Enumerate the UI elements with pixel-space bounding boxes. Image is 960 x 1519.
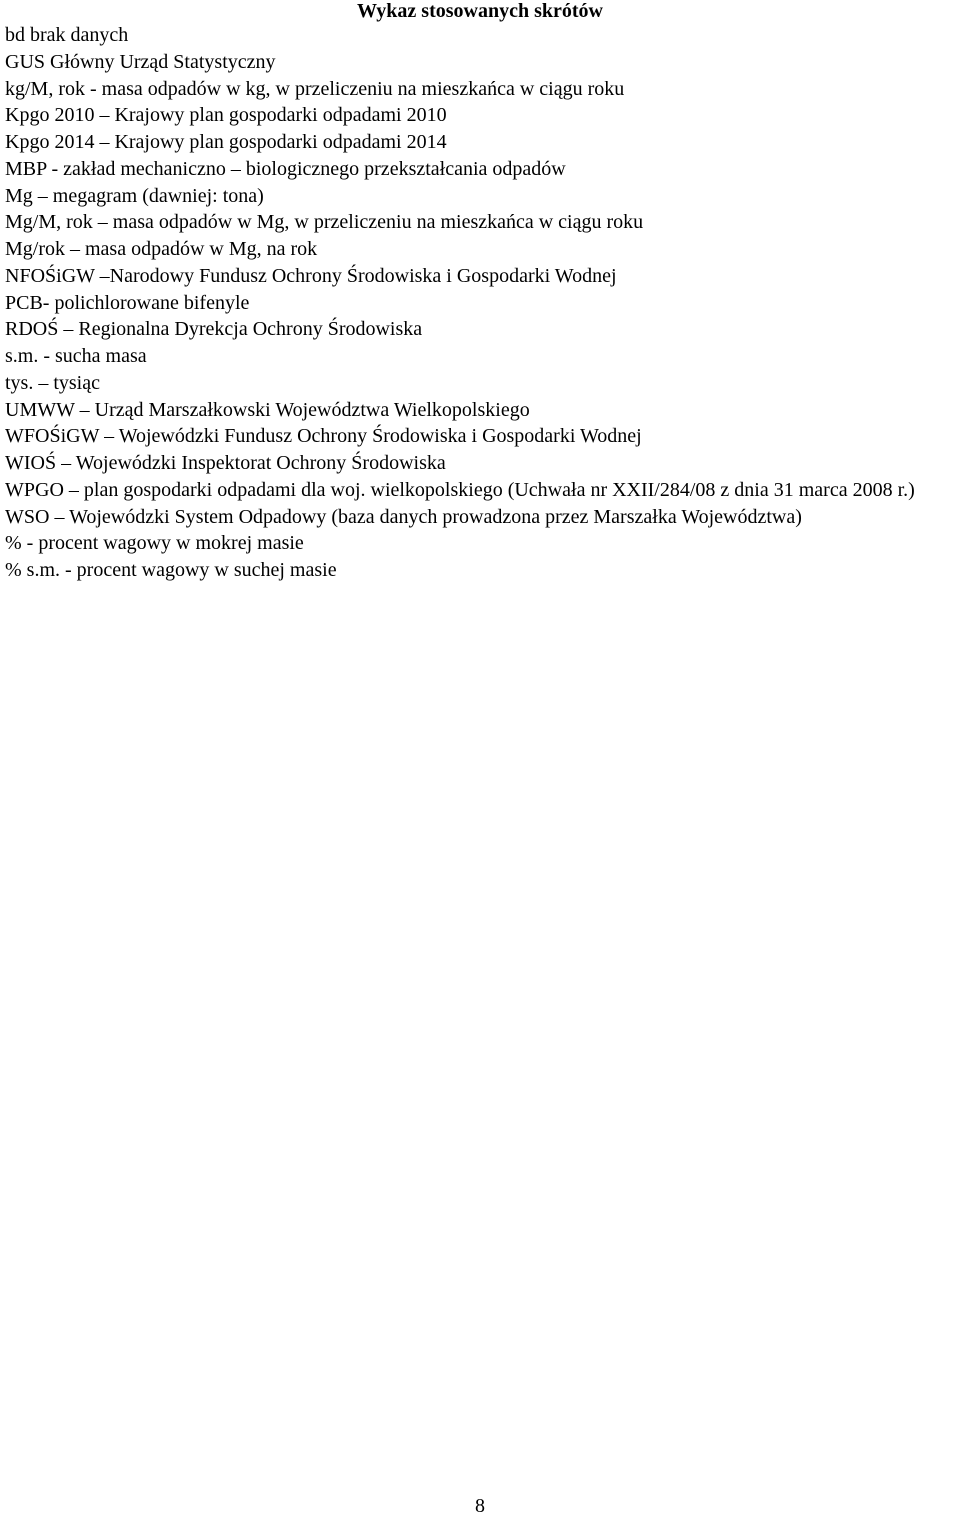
abbreviation-item: s.m. - sucha masa xyxy=(5,345,147,367)
abbreviation-item: WFOŚiGW – Wojewódzki Fundusz Ochrony Środowiska i Gospodarki Wodnej xyxy=(5,425,642,448)
abbreviation-item: NFOŚiGW –Narodowy Fundusz Ochrony Środowiska i Gospodarki Wodnej xyxy=(5,264,617,287)
abbreviation-item: GUS Główny Urząd Statystyczny xyxy=(5,50,276,73)
abbreviation-item: % s.m. - procent wagowy w suchej masie xyxy=(5,559,337,581)
abbreviation-item: kg/M, rok - masa odpadów w kg, w przeliczeniu na mieszkańca w ciągu roku xyxy=(5,77,625,100)
abbreviation-list xyxy=(5,22,958,584)
abbreviation-item: % - procent wagowy w mokrej masie xyxy=(5,532,304,555)
abbreviation-item: Kpgo 2014 – Krajowy plan gospodarki odpadami 2014 xyxy=(5,131,447,153)
abbreviation-item: Mg/rok – masa odpadów w Mg, na rok xyxy=(5,238,318,260)
page-title-text: Wykaz stosowanych skrótów xyxy=(357,0,603,22)
page-title xyxy=(0,0,960,24)
abbreviation-item: WPGO – plan gospodarki odpadami dla woj. wielkopolskiego (Uchwała nr XXII/284/08 z dnia 31 marca 2008 r.) xyxy=(5,478,915,501)
abbreviation-item: bd brak danych xyxy=(5,24,129,46)
page-number: 8 xyxy=(475,1495,485,1517)
abbreviation-item: UMWW – Urząd Marszałkowski Województwa Wielkopolskiego xyxy=(5,398,530,421)
abbreviation-item: tys. – tysiąc xyxy=(5,371,100,394)
abbreviation-item: Kpgo 2010 – Krajowy plan gospodarki odpadami 2010 xyxy=(5,104,447,127)
abbreviation-item: PCB- polichlorowane bifenyle xyxy=(5,291,250,314)
abbreviation-item: Mg/M, rok – masa odpadów w Mg, w przeliczeniu na mieszkańca w ciągu roku xyxy=(5,211,644,234)
abbreviation-item: Mg – megagram (dawniej: tona) xyxy=(5,184,264,207)
abbreviation-item: WIOŚ – Wojewódzki Inspektorat Ochrony Środowiska xyxy=(5,452,446,474)
abbreviation-item: WSO – Wojewódzki System Odpadowy (baza danych prowadzona przez Marszałka Województwa) xyxy=(5,505,802,528)
abbreviation-item: RDOŚ – Regionalna Dyrekcja Ochrony Środowiska xyxy=(5,318,423,341)
abbreviation-item: MBP - zakład mechaniczno – biologicznego przekształcania odpadów xyxy=(5,157,566,180)
